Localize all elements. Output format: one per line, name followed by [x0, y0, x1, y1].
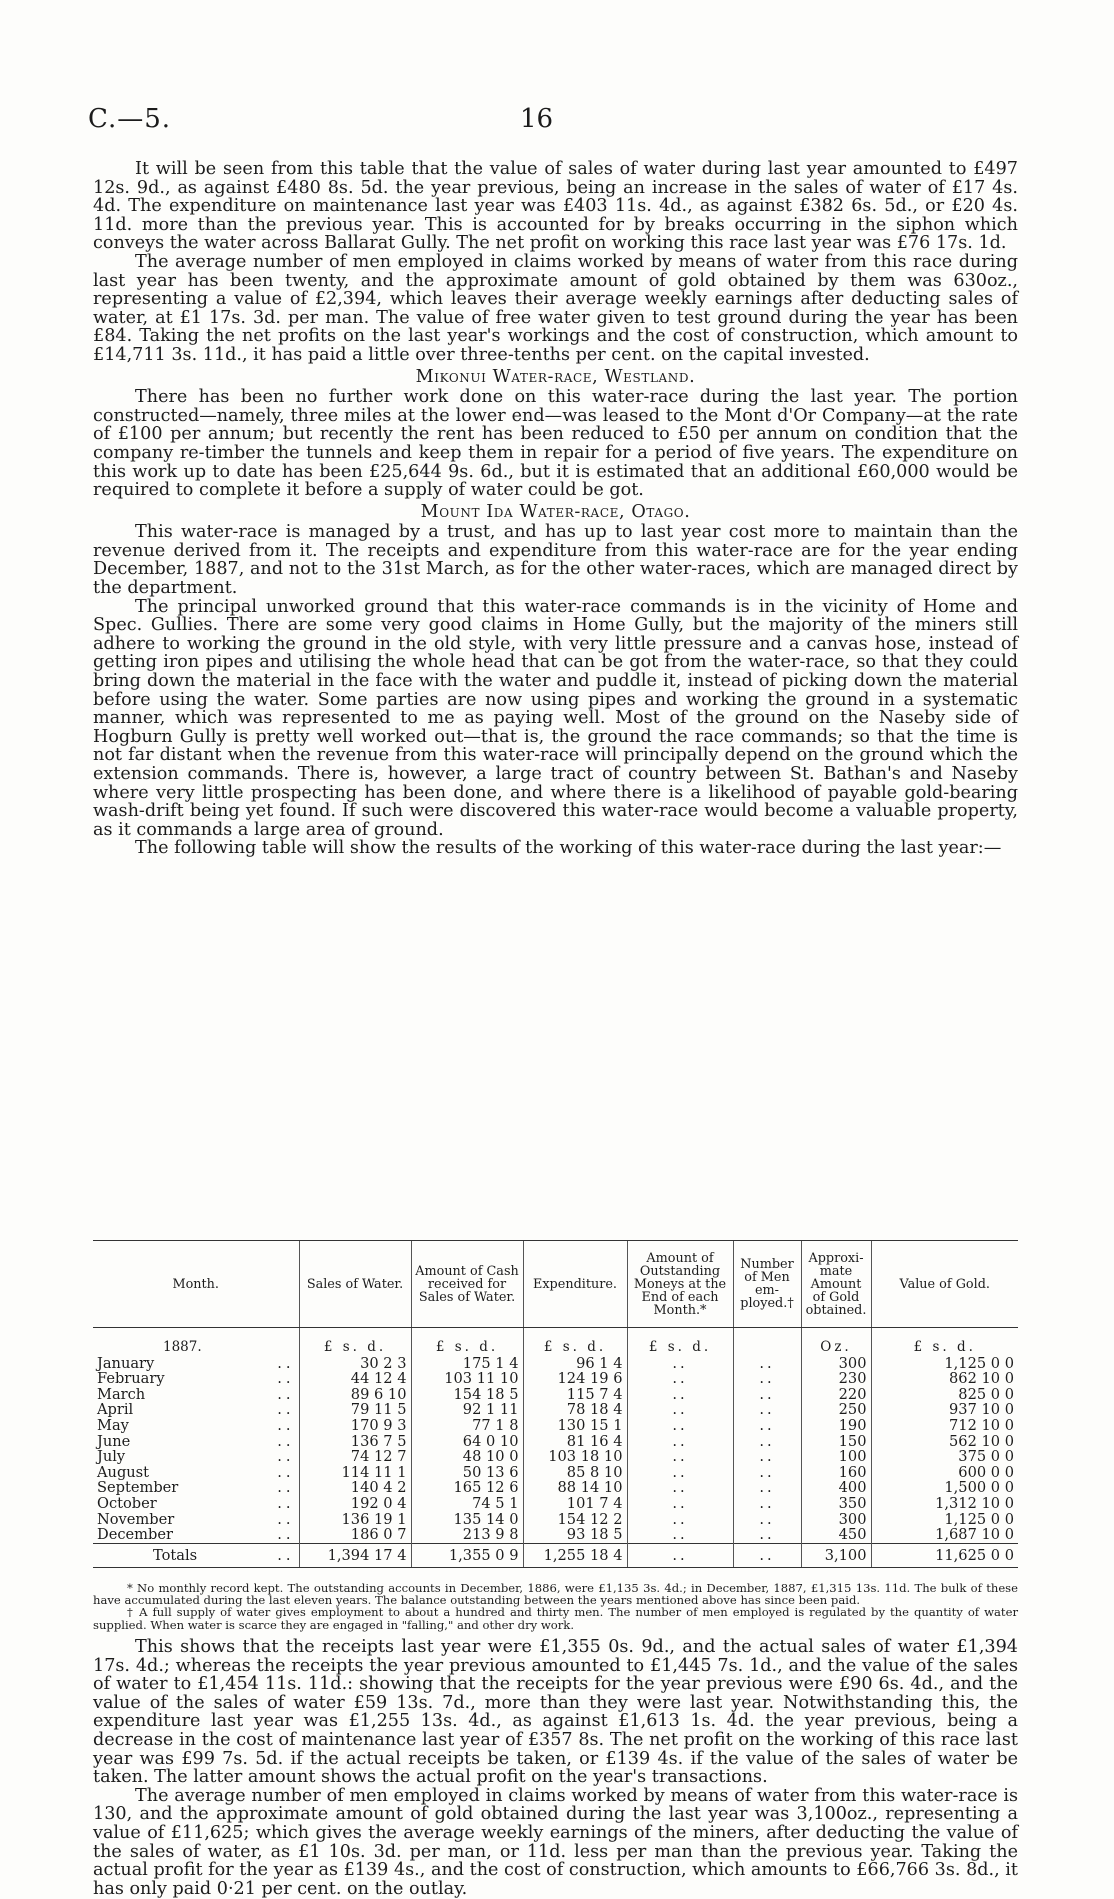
text-block-top	[93, 160, 1018, 858]
col-header-outstanding: Amount of Outstanding Moneys at the End of each Month.*	[627, 1241, 733, 1328]
expenditure-cell: 124 19 6	[523, 1371, 627, 1387]
leader-dots: ..	[277, 1385, 295, 1403]
paragraph: This water-race is managed by a trust, and has up to last year cost more to maintain than the revenue derived from it. The receipts and expenditure from this water-race are for the year ending December, 1887, and not to the 31st March, as for the other water-races, which are managed direct by the department.	[93, 522, 1018, 599]
leader-dots: ..	[277, 1370, 295, 1388]
gold-amount-cell: 220	[801, 1387, 871, 1403]
section-heading-mikonui: Mikonui Water-race, Westland.	[415, 366, 696, 387]
table-row	[93, 1449, 1018, 1465]
outstanding-cell: ..	[627, 1480, 733, 1496]
sales-cell: 44 12 4	[299, 1371, 411, 1387]
month-cell: May ..	[97, 1416, 295, 1434]
totals-expenditure: 1,255 18 4	[523, 1543, 627, 1568]
cash-cell: 50 13 6	[411, 1465, 523, 1481]
totals-gold-amount: 3,100	[801, 1543, 871, 1568]
month-cell: June ..	[97, 1432, 295, 1450]
gold-amount-cell: 450	[801, 1527, 871, 1543]
gold-value-cell: 1,500 0 0	[871, 1480, 1018, 1496]
expenditure-cell: 78 18 4	[523, 1402, 627, 1418]
cash-cell: 48 10 0	[411, 1449, 523, 1465]
outstanding-cell: ..	[627, 1434, 733, 1450]
paragraph: The principal unworked ground that this water-race commands is in the vicinity of Home and Spec. Gullies. There are some very good claims in Home Gully, but the majority of the miners still adhere to working the ground in the old style, with very little pressure and a canvas hose, instead of getting iron pipes and utilising the whole head that can be got from the water-race, so that they could bring down the material in the face with the water and puddle it, instead of picking down the material before using the water. Some parties are now using pipes and working the ground in a systematic manner, which was represented to me as paying well. Most of the ground on the Naseby side of Hogburn Gully is pretty well worked out—that is, the ground the race commands; so that the time is not far distant when the revenue from this water-race will principally depend on the ground which the extension commands. There is, however, a large tract of country between St. Bathan's and Naseby where very little prospecting has been done, and where there is a likelihood of payable gold-bearing wash-drift being yet found. If such were discovered this water-race would become a valuable property, as it commands a large area of ground.	[93, 596, 1018, 840]
cash-cell: 213 9 8	[411, 1527, 523, 1543]
cash-cell: 77 1 8	[411, 1418, 523, 1434]
totals-label: Totals ..	[93, 1543, 299, 1568]
month-cell: March ..	[97, 1385, 295, 1403]
col-header-cash: Amount of Cash received for Sales of Water.	[411, 1241, 523, 1328]
men-cell: ..	[733, 1418, 801, 1434]
footnote: † A full supply of water gives employment to about a hundred and thirty men. The number of men employed is regulated by the quantity of water supplied. When water is scarce they are engaged in "falling," and other dry work.	[93, 1605, 1018, 1632]
leader-dots: ..	[277, 1526, 295, 1544]
outstanding-cell: ..	[627, 1356, 733, 1372]
outstanding-cell: ..	[627, 1449, 733, 1465]
sales-cell: 114 11 1	[299, 1465, 411, 1481]
leader-dots: ..	[277, 1354, 295, 1372]
table-row	[93, 1496, 1018, 1512]
outstanding-cell: ..	[627, 1465, 733, 1481]
expenditure-cell: 115 7 4	[523, 1387, 627, 1403]
outstanding-cell: ..	[627, 1512, 733, 1528]
outstanding-cell: ..	[627, 1527, 733, 1543]
sales-cell: 30 2 3	[299, 1356, 411, 1372]
expenditure-cell: 154 12 2	[523, 1512, 627, 1528]
footnote: * No monthly record kept. The outstanding accounts in December, 1886, were £1,135 3s. 4d.; in December, 1887, £1,315 13s. 11d. The bulk of these have accumulated during the last eleven years. The balance outstanding between the years mentioned above has since been paid.	[93, 1581, 1018, 1608]
leader-dots: ..	[277, 1401, 295, 1419]
cash-cell: 175 1 4	[411, 1356, 523, 1372]
col-header-gold-amount: Approxi-mate Amount of Gold obtained.	[801, 1241, 871, 1328]
leader-dots: ..	[277, 1494, 295, 1512]
sales-cell: 79 11 5	[299, 1402, 411, 1418]
year-label: 1887.	[163, 1339, 202, 1355]
leader-dots: ..	[277, 1463, 295, 1481]
table-row	[93, 1527, 1018, 1543]
men-cell: ..	[733, 1496, 801, 1512]
gold-value-cell: 1,125 0 0	[871, 1512, 1018, 1528]
cash-cell: 154 18 5	[411, 1387, 523, 1403]
table-row	[93, 1434, 1018, 1450]
section-heading-mount-ida: Mount Ida Water-race, Otago.	[420, 501, 691, 522]
unit-label: £ s. d.	[871, 1328, 1018, 1356]
paragraph: The average number of men employed in claims worked by means of water from this water-race is 130, and the approximate amount of gold obtained during the last year was 3,100oz., representing a value of £11,625; which gives the average weekly earnings of the miners, after deducting the value of the sales of water, as £1 10s. 3d. per man, or 11d. less per man than the previous year. Taking the actual profit for the year as £139 4s., and the cost of construction, which amounts to £66,766 3s. 8d., it has only paid 0·21 per cent. on the outlay.	[93, 1785, 1018, 1899]
men-cell: ..	[733, 1356, 801, 1372]
water-race-table	[93, 1240, 1018, 1568]
leader-dots: ..	[277, 1546, 295, 1564]
table-row	[93, 1402, 1018, 1418]
totals-row	[93, 1543, 1018, 1568]
table-row	[93, 1387, 1018, 1403]
col-header-sales: Sales of Water.	[299, 1241, 411, 1328]
outstanding-cell: ..	[627, 1418, 733, 1434]
sales-cell: 170 9 3	[299, 1418, 411, 1434]
sales-cell: 74 12 7	[299, 1449, 411, 1465]
sales-cell: 186 0 7	[299, 1527, 411, 1543]
unit-label: £ s. d.	[411, 1328, 523, 1356]
unit-label: Oz.	[801, 1328, 871, 1356]
cash-cell: 135 14 0	[411, 1512, 523, 1528]
table-body	[93, 1328, 1018, 1544]
unit-label: £ s. d.	[627, 1328, 733, 1356]
gold-value-cell: 562 10 0	[871, 1434, 1018, 1450]
month-cell: July ..	[97, 1448, 295, 1466]
leader-dots: ..	[277, 1448, 295, 1466]
expenditure-cell: 93 18 5	[523, 1527, 627, 1543]
paragraph: There has been no further work done on this water-race during the last year. The portion constructed—namely, three miles at the lower end—was leased to the Mont d'Or Company—at the rate of £100 per annum; but recently the rent has been reduced to £50 per annum on condition that the company re-timber the tunnels and keep them in repair for a period of five years. The expenditure on this work up to date has been £25,644 9s. 6d., but it is estimated that an additional £60,000 would be required to complete it before a supply of water could be got.	[93, 387, 1018, 501]
table-row	[93, 1465, 1018, 1481]
unit-row	[93, 1328, 1018, 1356]
month-cell: February ..	[97, 1370, 295, 1388]
month-cell: October ..	[97, 1494, 295, 1512]
paragraph: The average number of men employed in claims worked by means of water from this race during last year has been twenty, and the approximate amount of gold obtained by them was 630oz., representing a value of £2,394, which leaves their average weekly earnings after deducting sales of water, at £1 17s. 3d. per man. The value of free water given to test ground during the year has been £84. Taking the net profits on the last year's workings and the cost of construction, which amount to £14,711 3s. 11d., it has paid a little over three-tenths per cent. on the capital invested.	[93, 251, 1018, 365]
gold-amount-cell: 150	[801, 1434, 871, 1450]
leader-dots: ..	[277, 1479, 295, 1497]
cash-cell: 74 5 1	[411, 1496, 523, 1512]
table-row	[93, 1480, 1018, 1496]
expenditure-cell: 101 7 4	[523, 1496, 627, 1512]
expenditure-cell: 103 18 10	[523, 1449, 627, 1465]
men-cell: ..	[733, 1480, 801, 1496]
men-cell: ..	[733, 1371, 801, 1387]
table-row	[93, 1418, 1018, 1434]
month-cell: December ..	[97, 1526, 295, 1544]
gold-value-cell: 712 10 0	[871, 1418, 1018, 1434]
sales-cell: 140 4 2	[299, 1480, 411, 1496]
expenditure-cell: 88 14 10	[523, 1480, 627, 1496]
document-reference: C.—5.	[88, 104, 172, 134]
totals-cash: 1,355 0 9	[411, 1543, 523, 1568]
col-header-month: Month.	[93, 1241, 299, 1328]
table-row	[93, 1512, 1018, 1528]
outstanding-cell: ..	[627, 1387, 733, 1403]
expenditure-cell: 85 8 10	[523, 1465, 627, 1481]
gold-value-cell: 937 10 0	[871, 1402, 1018, 1418]
paragraph: The following table will show the results of the working of this water-race during the last year:—	[135, 838, 1002, 859]
gold-amount-cell: 350	[801, 1496, 871, 1512]
gold-amount-cell: 190	[801, 1418, 871, 1434]
gold-value-cell: 1,312 10 0	[871, 1496, 1018, 1512]
gold-value-cell: 862 10 0	[871, 1371, 1018, 1387]
month-cell: April ..	[97, 1401, 295, 1419]
sales-cell: 89 6 10	[299, 1387, 411, 1403]
men-cell: ..	[733, 1402, 801, 1418]
gold-amount-cell: 250	[801, 1402, 871, 1418]
gold-value-cell: 375 0 0	[871, 1449, 1018, 1465]
men-cell: ..	[733, 1434, 801, 1450]
leader-dots: ..	[277, 1510, 295, 1528]
men-cell: ..	[733, 1512, 801, 1528]
outstanding-cell: ..	[627, 1496, 733, 1512]
month-cell: August ..	[97, 1463, 295, 1481]
gold-amount-cell: 230	[801, 1371, 871, 1387]
table-row	[93, 1371, 1018, 1387]
cash-cell: 92 1 11	[411, 1402, 523, 1418]
gold-amount-cell: 300	[801, 1356, 871, 1372]
sales-cell: 192 0 4	[299, 1496, 411, 1512]
outstanding-cell: ..	[627, 1402, 733, 1418]
sales-cell: 136 19 1	[299, 1512, 411, 1528]
cash-cell: 64 0 10	[411, 1434, 523, 1450]
text-block-bottom	[93, 1638, 1018, 1898]
gold-value-cell: 1,125 0 0	[871, 1356, 1018, 1372]
leader-dots: ..	[277, 1416, 295, 1434]
month-cell: September ..	[97, 1479, 295, 1497]
table-row	[93, 1356, 1018, 1372]
col-header-men: Number of Men em-ployed.†	[733, 1241, 801, 1328]
page-number: 16	[520, 104, 554, 134]
gold-amount-cell: 100	[801, 1449, 871, 1465]
men-cell: ..	[733, 1465, 801, 1481]
totals-sales: 1,394 17 4	[299, 1543, 411, 1568]
col-header-expenditure: Expenditure.	[523, 1241, 627, 1328]
totals-outstanding: ..	[627, 1543, 733, 1568]
totals-gold-value: 11,625 0 0	[871, 1543, 1018, 1568]
footnotes	[93, 1582, 1018, 1631]
cash-cell: 103 11 10	[411, 1371, 523, 1387]
expenditure-cell: 96 1 4	[523, 1356, 627, 1372]
gold-value-cell: 825 0 0	[871, 1387, 1018, 1403]
month-cell: January ..	[97, 1354, 295, 1372]
month-cell: November ..	[97, 1510, 295, 1528]
gold-value-cell: 1,687 10 0	[871, 1527, 1018, 1543]
men-cell: ..	[733, 1527, 801, 1543]
gold-amount-cell: 400	[801, 1480, 871, 1496]
expenditure-cell: 130 15 1	[523, 1418, 627, 1434]
outstanding-cell: ..	[627, 1371, 733, 1387]
sales-cell: 136 7 5	[299, 1434, 411, 1450]
col-header-gold-value: Value of Gold.	[871, 1241, 1018, 1328]
gold-amount-cell: 160	[801, 1465, 871, 1481]
men-cell: ..	[733, 1387, 801, 1403]
paragraph: This shows that the receipts last year were £1,355 0s. 9d., and the actual sales of water £1,394 17s. 4d.; whereas the receipts the year previous amounted to £1,445 7s. 1d., and the value of the sales of water to £1,454 11s. 11d.: showing that the receipts for the year previous were £90 6s. 4d., and the value of the sales of water £59 13s. 7d., more than they were last year. Notwithstanding this, the expenditure last year was £1,255 13s. 4d., as against £1,613 1s. 4d. the year previous, being a decrease in the cost of maintenance last year of £357 8s. The net profit on the working of this race last year was £99 7s. 5d. if the actual receipts be taken, or £139 4s. if the value of the sales of water be taken. The latter amount shows the actual profit on the year's transactions.	[93, 1637, 1018, 1788]
unit-label: £ s. d.	[299, 1328, 411, 1356]
paragraph: It will be seen from this table that the value of sales of water during last year amounted to £497 12s. 9d., as against £480 8s. 5d. the year previous, being an increase in the sales of water of £17 4s. 4d. The expenditure on maintenance last year was £403 11s. 4d., as against £382 6s. 5d., or £20 4s. 11d. more than the previous year. This is accounted for by breaks occurring in the siphon which conveys the water across Ballarat Gully. The net profit on working this race last year was £76 17s. 1d.	[93, 159, 1018, 254]
expenditure-cell: 81 16 4	[523, 1434, 627, 1450]
cash-cell: 165 12 6	[411, 1480, 523, 1496]
men-cell: ..	[733, 1449, 801, 1465]
leader-dots: ..	[277, 1432, 295, 1450]
totals-men: ..	[733, 1543, 801, 1568]
gold-amount-cell: 300	[801, 1512, 871, 1528]
gold-value-cell: 600 0 0	[871, 1465, 1018, 1481]
unit-label: £ s. d.	[523, 1328, 627, 1356]
